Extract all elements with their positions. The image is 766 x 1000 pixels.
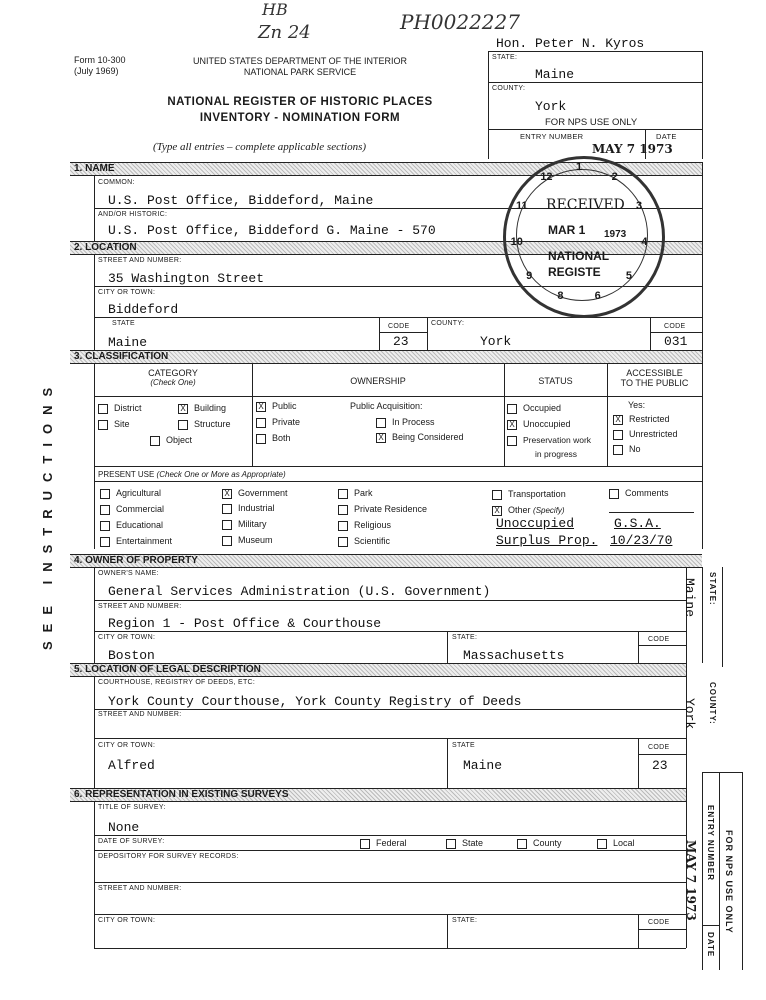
access-line1: ACCESSIBLE (626, 368, 683, 378)
side-county-label: COUNTY: (708, 682, 717, 725)
status-occupied[interactable]: Occupied (507, 403, 561, 414)
survey-title-label: TITLE OF SURVEY: (98, 804, 166, 811)
use-scientific[interactable]: Scientific (338, 536, 390, 547)
use-entertainment[interactable]: Entertainment (100, 536, 172, 547)
section-4-header: 4. OWNER OF PROPERTY (70, 554, 702, 568)
street-value: 35 Washington Street (108, 271, 265, 286)
use-other-specify: (Specify) (533, 506, 565, 515)
side-county-value: York (682, 698, 697, 730)
ownership-private[interactable]: Private (256, 417, 300, 428)
survey-city-label: CITY OR TOWN: (98, 917, 156, 924)
agency-line2: NATIONAL PARK SERVICE (243, 67, 357, 77)
header-entry-stamp: MAY 7 1973 (592, 142, 673, 156)
legal-code-label: CODE (648, 744, 670, 751)
access-unrestricted[interactable]: Unrestricted (613, 429, 678, 440)
county-value: York (480, 334, 512, 349)
legal-city-value: Alfred (108, 758, 155, 773)
survey-title-value: None (108, 820, 140, 835)
courthouse-value: York County Courthouse, York County Registry of Deeds (108, 694, 522, 709)
category-object[interactable]: Object (150, 435, 192, 446)
survey-federal[interactable]: Federal (360, 838, 407, 849)
survey-date-label: DATE OF SURVEY: (98, 838, 165, 845)
stamp-ring-number: 2 (611, 171, 618, 184)
use-commercial[interactable]: Commercial (100, 504, 164, 515)
acquisition-in-process[interactable]: In Process (376, 417, 435, 428)
form-title (140, 94, 460, 126)
header-county-value: York (535, 99, 567, 114)
owner-state-value: Massachusetts (463, 648, 565, 663)
other-line-1: Unoccupied (496, 516, 575, 531)
state-code-value: 23 (393, 334, 409, 349)
header-nps-label: FOR NPS USE ONLY (545, 117, 638, 128)
header-state-label: STATE: (492, 54, 518, 61)
use-comments[interactable]: Comments (609, 488, 669, 499)
survey-street-label: STREET AND NUMBER: (98, 885, 182, 892)
stamp-year: 1973 (604, 229, 627, 240)
survey-state[interactable]: State (446, 838, 483, 849)
see-instructions: SEE INSTRUCTIONS (40, 378, 55, 650)
street-label: STREET AND NUMBER: (98, 257, 182, 264)
status-unoccupied[interactable]: X Unoccupied (507, 419, 571, 430)
courthouse-label: COURTHOUSE, REGISTRY OF DEEDS, ETC: (98, 679, 256, 686)
access-no[interactable]: No (613, 444, 641, 455)
section-6-header: 6. REPRESENTATION IN EXISTING SURVEYS (70, 788, 686, 802)
owner-code-label: CODE (648, 636, 670, 643)
category-structure[interactable]: Structure (178, 419, 231, 430)
category-building[interactable]: X Building (178, 403, 226, 414)
county-label: COUNTY: (431, 320, 465, 327)
ownership-both[interactable]: Both (256, 433, 291, 444)
header-date-label: DATE (656, 132, 677, 141)
legal-city-label: CITY OR TOWN: (98, 742, 156, 749)
owner-city-value: Boston (108, 648, 155, 663)
owner-city-label: CITY OR TOWN: (98, 634, 156, 641)
survey-code-label: CODE (648, 919, 670, 926)
section-2-header: 2. LOCATION (70, 241, 702, 255)
side-entry-label: ENTRY NUMBER (706, 805, 715, 882)
owner-label: OWNER'S NAME: (98, 570, 159, 577)
access-yes: Yes: (628, 400, 646, 410)
stamp-ring-number: 5 (625, 270, 632, 283)
county-code-label: CODE (664, 323, 686, 330)
agency-line1: UNITED STATES DEPARTMENT OF THE INTERIOR (192, 56, 408, 66)
handwritten-note-3: PH0022227 (400, 10, 520, 34)
stamp-ring-number: 8 (557, 290, 564, 303)
stamp-ring-number: 11 (515, 199, 528, 212)
use-park[interactable]: Park (338, 488, 373, 499)
use-museum[interactable]: Museum (222, 535, 273, 546)
survey-local[interactable]: Local (597, 838, 635, 849)
stamp-ring-number: 12 (540, 171, 553, 184)
use-other[interactable]: X Other (Specify) (492, 505, 565, 516)
present-use-sub: (Check One or More as Appropriate) (156, 470, 286, 479)
use-government[interactable]: X Government (222, 488, 288, 499)
city-label: CITY OR TOWN: (98, 289, 156, 296)
stamp-ring-number: 3 (636, 199, 643, 212)
owner-street-value: Region 1 - Post Office & Courthouse (108, 616, 382, 631)
legal-street-label: STREET AND NUMBER: (98, 711, 182, 718)
category-sub: (Check One) (150, 378, 196, 387)
stamp-ring-number: 6 (594, 290, 601, 303)
use-military[interactable]: Military (222, 519, 267, 530)
state-label: STATE (112, 320, 136, 327)
status-preservation[interactable]: Preservation work (507, 435, 591, 446)
owner-street-label: STREET AND NUMBER: (98, 603, 182, 610)
ownership-label: OWNERSHIP (350, 376, 406, 386)
form-number (74, 55, 126, 77)
use-religious[interactable]: Religious (338, 520, 391, 531)
side-state-label: STATE: (708, 572, 717, 606)
title-line2: INVENTORY - NOMINATION FORM (199, 112, 401, 124)
use-transportation[interactable]: Transportation (492, 489, 566, 500)
acquisition-being-considered[interactable]: X Being Considered (376, 432, 464, 443)
side-nps-label: FOR NPS USE ONLY (724, 830, 734, 934)
stamp-ring-number: 4 (641, 236, 648, 249)
side-state-value: Maine (682, 578, 697, 618)
status-in-progress: in progress (535, 449, 578, 459)
access-label (607, 368, 702, 388)
stamp-register: REGISTE (548, 265, 601, 279)
category-site[interactable]: Site (98, 419, 130, 430)
legal-state-value: Maine (463, 758, 503, 773)
side-entry-stamp: MAY 7 1973 (684, 840, 698, 921)
stamp-date: MAR 1 (548, 223, 586, 237)
survey-state-label: STATE: (452, 917, 478, 924)
stamp-ring-number: 10 (510, 236, 523, 249)
historic-label: AND/OR HISTORIC: (98, 211, 168, 218)
state-value: Maine (108, 335, 148, 350)
ownership-public[interactable]: X Public (256, 401, 297, 412)
status-label: STATUS (538, 376, 573, 386)
stamp-ring-number: 9 (526, 270, 533, 283)
category-title: CATEGORY (148, 368, 198, 378)
present-use-label: PRESENT USE (Check One or More as Appropriate) (98, 470, 286, 479)
use-agricultural[interactable]: Agricultural (100, 488, 161, 499)
side-date-label: DATE (706, 932, 715, 958)
common-value: U.S. Post Office, Biddeford, Maine (108, 193, 374, 208)
county-code-value: 031 (664, 334, 688, 349)
owner-value: General Services Administration (U.S. Government) (108, 584, 491, 599)
comment-line-2: 10/23/70 (610, 533, 673, 548)
historic-value: U.S. Post Office, Biddeford G. Maine - 570 (108, 223, 436, 238)
form-number-line1: Form 10-300 (74, 55, 126, 65)
handwritten-note-1: HB (262, 0, 288, 19)
stamp-received: RECEIVED (546, 197, 625, 213)
owner-state-label: STATE: (452, 634, 478, 641)
comment-line-1: G.S.A. (614, 516, 661, 531)
access-restricted[interactable]: X Restricted (613, 414, 670, 425)
depository-label: DEPOSITORY FOR SURVEY RECORDS: (98, 853, 239, 860)
legal-state-label: STATE (452, 742, 476, 749)
stamp-ring-number: 1 (576, 161, 583, 173)
section-3-header: 3. CLASSIFICATION (70, 350, 702, 364)
section-5-header: 5. LOCATION OF LEGAL DESCRIPTION (70, 663, 686, 677)
survey-county[interactable]: County (517, 838, 562, 849)
category-district[interactable]: District (98, 403, 142, 414)
common-label: COMMON: (98, 179, 135, 186)
instructions-note: (Type all entries – complete applicable sections) (153, 141, 367, 153)
public-acquisition-label: Public Acquisition: (350, 401, 423, 411)
handwritten-note-2: Zn 24 (258, 22, 311, 43)
header-entry-label: ENTRY NUMBER (520, 132, 584, 141)
state-code-label: CODE (388, 323, 410, 330)
received-stamp (503, 156, 665, 318)
section-1-header: 1. NAME (70, 162, 702, 176)
title-line1: NATIONAL REGISTER OF HISTORIC PLACES (167, 96, 433, 108)
stamp-national: NATIONAL (548, 249, 610, 263)
category-label (94, 368, 252, 387)
form-number-line2: (July 1969) (74, 66, 119, 76)
header-state-value: Maine (535, 67, 575, 82)
header-county-label: COUNTY: (492, 85, 526, 92)
other-line-2: Surplus Prop. (496, 533, 598, 548)
addressee-name: Hon. Peter N. Kyros (496, 36, 645, 51)
use-educational[interactable]: Educational (100, 520, 163, 531)
legal-code-value: 23 (652, 758, 668, 773)
city-value: Biddeford (108, 302, 179, 317)
agency (168, 56, 432, 78)
use-private-residence[interactable]: Private Residence (338, 504, 427, 515)
access-line2: TO THE PUBLIC (620, 378, 689, 388)
use-industrial[interactable]: Industrial (222, 503, 275, 514)
